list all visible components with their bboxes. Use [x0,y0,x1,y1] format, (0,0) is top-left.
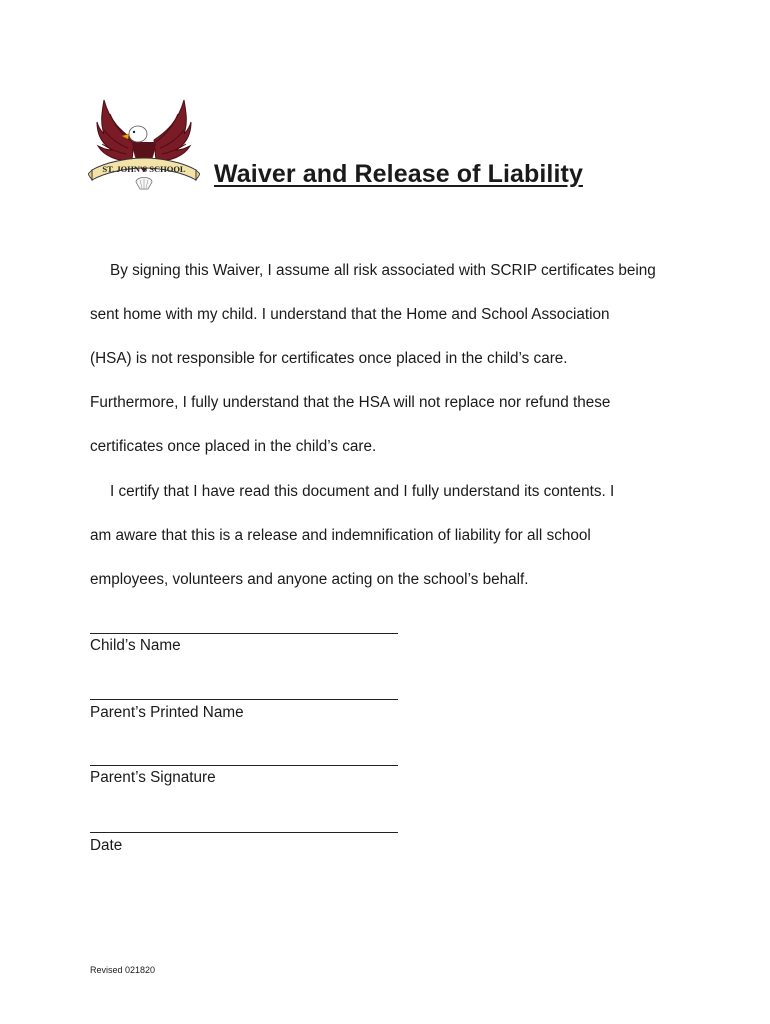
paragraph2-line: I certify that I have read this document and I fully understand its contents. I [110,483,615,500]
paragraph1-line: Furthermore, I fully understand that the HSA will not replace nor refund these [90,394,611,411]
childs-name-label: Child’s Name [90,637,181,654]
paragraph1-line: (HSA) is not responsible for certificates once placed in the child’s care. [90,350,568,367]
page-title: Waiver and Release of Liability [214,160,583,188]
parents-signature-line[interactable] [90,765,398,766]
paragraph2-line: am aware that this is a release and indemnification of liability for all school [90,527,591,544]
date-label: Date [90,837,123,854]
paragraph1-line: certificates once placed in the child’s care. [90,438,377,455]
paragraph2-line: employees, volunteers and anyone acting on the school’s behalf. [90,571,529,588]
childs-name-line[interactable] [90,633,398,634]
logo-banner-text: ST. JOHN'S SCHOOL [102,164,186,174]
paragraph1-line: sent home with my child. I understand that the Home and School Association [90,306,610,323]
revision-note: Revised 021820 [90,965,156,975]
parents-printed-name-label: Parent’s Printed Name [90,704,244,721]
school-eagle-logo [88,92,200,192]
parents-printed-name-line[interactable] [90,699,398,700]
paragraph1-line: By signing this Waiver, I assume all risk associated with SCRIP certificates being [110,262,656,279]
parents-signature-label: Parent’s Signature [90,769,216,786]
date-line[interactable] [90,832,398,833]
